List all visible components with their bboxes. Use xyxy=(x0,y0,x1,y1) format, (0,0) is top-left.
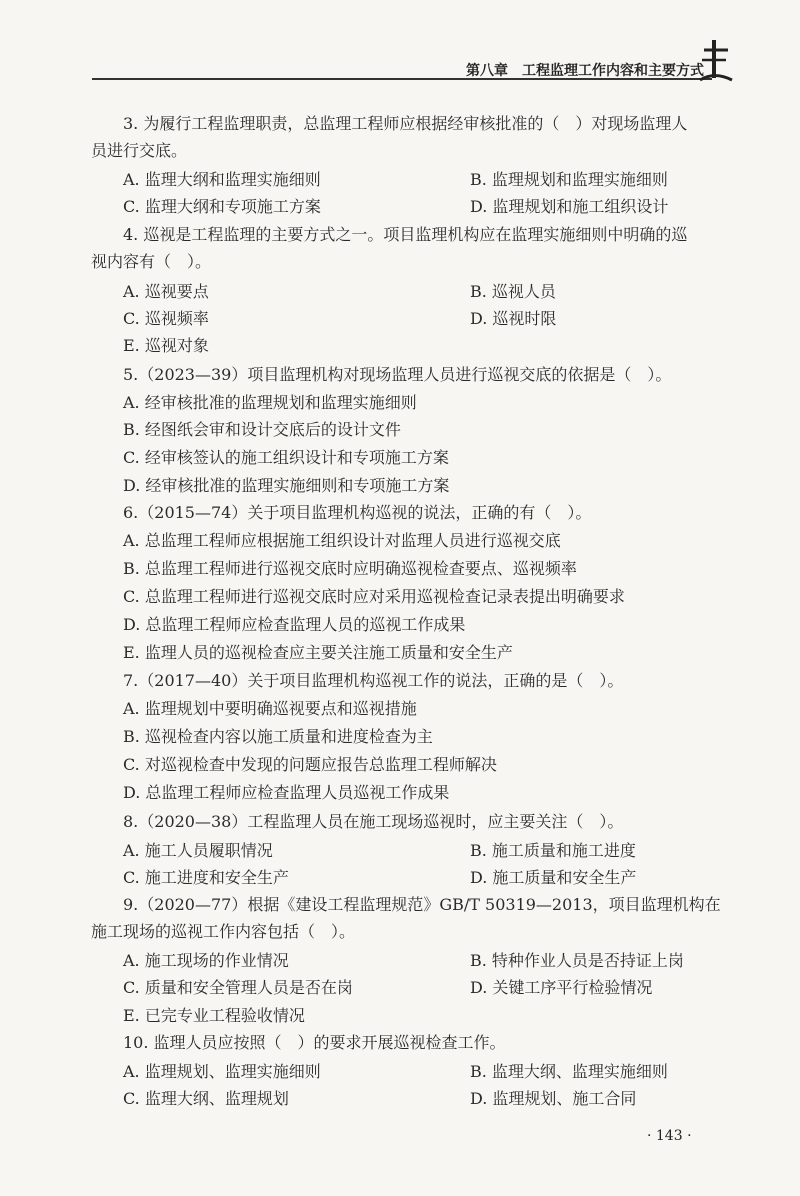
option-a: A. 施工现场的作业情况 xyxy=(123,951,289,970)
question-stem-line: 员进行交底。 xyxy=(91,141,188,160)
option-b: B. 特种作业人员是否持证上岗 xyxy=(470,951,684,970)
option-d: D. 关键工序平行检验情况 xyxy=(470,978,653,997)
option-c: C. 质量和安全管理人员是否在岗 xyxy=(123,978,353,997)
question-stem-line: 施工现场的巡视工作内容包括（ ）。 xyxy=(91,922,356,941)
option-b: B. 巡视检查内容以施工质量和进度检查为主 xyxy=(123,727,433,746)
option-e: E. 已完专业工程验收情况 xyxy=(123,1006,305,1025)
option-a: A. 监理规划中要明确巡视要点和巡视措施 xyxy=(123,699,417,718)
question-stem-line: 6.（2015—74）关于项目监理机构巡视的说法，正确的有（ ）。 xyxy=(123,503,592,522)
chapter-title: 第八章 工程监理工作内容和主要方式 xyxy=(466,63,704,79)
option-d: D. 监理规划和施工组织设计 xyxy=(470,197,669,216)
option-c: C. 对巡视检查中发现的问题应报告总监理工程师解决 xyxy=(123,755,497,774)
option-c: C. 经审核签认的施工组织设计和专项施工方案 xyxy=(123,448,449,467)
option-d: D. 经审核批准的监理实施细则和专项施工方案 xyxy=(123,476,450,495)
option-a: A. 经审核批准的监理规划和监理实施细则 xyxy=(123,393,417,412)
question-stem-line: 5.（2023—39）项目监理机构对现场监理人员进行巡视交底的依据是（ ）。 xyxy=(123,365,672,384)
question-stem-line: 视内容有（ ）。 xyxy=(91,252,212,271)
option-b: B. 监理规划和监理实施细则 xyxy=(470,170,668,189)
option-a: A. 监理规划、监理实施细则 xyxy=(123,1062,321,1081)
option-d: D. 监理规划、施工合同 xyxy=(470,1089,637,1108)
option-a: A. 巡视要点 xyxy=(123,282,209,301)
option-a: A. 监理大纲和监理实施细则 xyxy=(123,170,321,189)
signpost-icon xyxy=(698,40,734,84)
option-c: C. 监理大纲、监理规划 xyxy=(123,1089,289,1108)
option-c: C. 巡视频率 xyxy=(123,309,209,328)
question-stem-line: 8.（2020—38）工程监理人员在施工现场巡视时，应主要关注（ ）。 xyxy=(123,812,624,831)
header-divider xyxy=(92,78,712,80)
option-a: A. 施工人员履职情况 xyxy=(123,841,273,860)
option-c: C. 施工进度和安全生产 xyxy=(123,868,289,887)
option-d: D. 巡视时限 xyxy=(470,309,557,328)
option-d: D. 总监理工程师应检查监理人员的巡视工作成果 xyxy=(123,615,466,634)
option-e: E. 监理人员的巡视检查应主要关注施工质量和安全生产 xyxy=(123,643,513,662)
option-b: B. 监理大纲、监理实施细则 xyxy=(470,1062,668,1081)
question-stem-line: 9.（2020—77）根据《建设工程监理规范》GB/T 50319—2013，项目监理机构在 xyxy=(123,895,721,914)
option-b: B. 施工质量和施工进度 xyxy=(470,841,636,860)
option-b: B. 巡视人员 xyxy=(470,282,556,301)
option-e: E. 巡视对象 xyxy=(123,336,209,355)
option-a: A. 总监理工程师应根据施工组织设计对监理人员进行巡视交底 xyxy=(123,531,561,550)
question-stem-line: 7.（2017—40）关于项目监理机构巡视工作的说法，正确的是（ ）。 xyxy=(123,671,624,690)
question-stem-line: 10. 监理人员应按照（ ）的要求开展巡视检查工作。 xyxy=(123,1033,506,1052)
option-d: D. 施工质量和安全生产 xyxy=(470,868,637,887)
question-stem-line: 4. 巡视是工程监理的主要方式之一。项目监理机构应在监理实施细则中明确的巡 xyxy=(123,225,688,244)
option-c: C. 监理大纲和专项施工方案 xyxy=(123,197,321,216)
option-c: C. 总监理工程师进行巡视交底时应对采用巡视检查记录表提出明确要求 xyxy=(123,587,625,606)
option-b: B. 经图纸会审和设计交底后的设计文件 xyxy=(123,420,401,439)
page-number: · 143 · xyxy=(647,1128,692,1144)
question-stem-line: 3. 为履行工程监理职责，总监理工程师应根据经审核批准的（ ）对现场监理人 xyxy=(123,114,688,133)
option-b: B. 总监理工程师进行巡视交底时应明确巡视检查要点、巡视频率 xyxy=(123,559,577,578)
option-d: D. 总监理工程师应检查监理人员巡视工作成果 xyxy=(123,783,450,802)
